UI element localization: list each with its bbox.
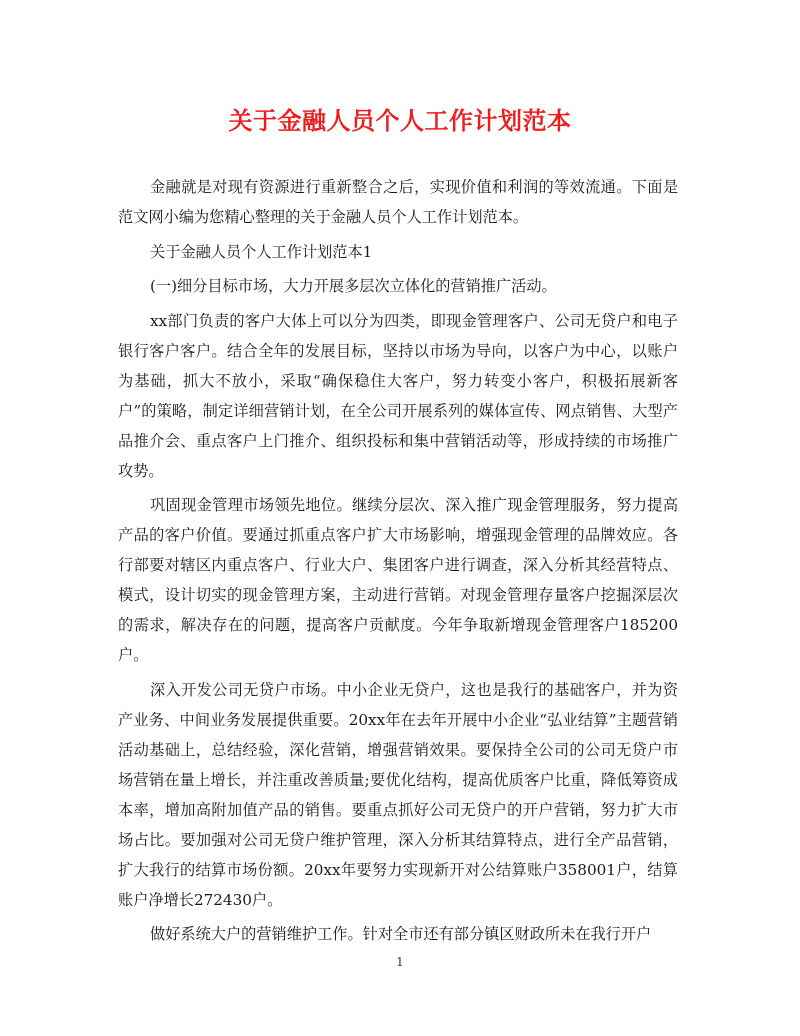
paragraph-section-heading: 关于金融人员个人工作计划范本1 (150, 242, 373, 261)
paragraph-subheading: (一)细分目标市场，大力开展多层次立体化的营销推广活动。 (150, 277, 557, 295)
document-title: 关于金融人员个人工作计划范本 (228, 106, 572, 135)
paragraph-no-loan-clients: 深入开发公司无贷户市场。中小企业无贷户，这也是我行的基础客户，并为资产业务、中间业务发展提供重要。20xx年在去年开展中小企业“弘业结算”主题营销活动基础上，总结经验，深化营销，增强营销效果。要保持全公司的公司无贷户市场营销在量上增长，并注重改善质量;要优化结构，提高优质客户比重，降低筹资成本率，增加高附加值产品的销售。要重点抓好公司无贷户的开户营销，努力扩大市场占比。要加强对公司无贷户维护管理，深入分析其结算特点，进行全产品营销，扩大我行的结算市场份额。20xx年要努力实现新开对公结算账户358001户，结算账户净增长272430户。 (118, 680, 678, 909)
document-body (118, 172, 678, 954)
paragraph-intro: 金融就是对现有资源进行重新整合之后，实现价值和利润的等效流通。下面是范文网小编为您精心整理的关于金融人员个人工作计划范本。 (118, 178, 678, 226)
paragraph-system-clients: 做好系统大户的营销维护工作。针对全市还有部分镇区财政所未在我行开户 (150, 925, 652, 943)
paragraph-cash-management: 巩固现金管理市场领先地位。继续分层次、深入推广现金管理服务，努力提高产品的客户价值。要通过抓重点客户扩大市场影响，增强现金管理的品牌效应。各行部要对辖区内重点客户、行业大户、集团客户进行调查，深入分析其经营特点、模式，设计切实的现金管理方案，主动进行营销。对现金管理存量客户挖掘深层次的需求，解决存在的问题，提高客户贡献度。今年争取新增现金管理客户185200户。 (118, 496, 678, 664)
paragraph-client-categories: xx部门负责的客户大体上可以分为四类，即现金管理客户、公司无贷户和电子银行客户客户。结合全年的发展目标，坚持以市场为导向，以客户为中心，以账户为基础，抓大不放小，采取“确保稳住大客户，努力转变小客户，积极拓展新客户”的策略，制定详细营销计划，在全公司开展系列的媒体宣传、网点销售、大型产品推介会、重点客户上门推介、组织投标和集中营销活动等，形成持续的市场推广攻势。 (118, 311, 678, 480)
page-number: 1 (396, 955, 404, 969)
